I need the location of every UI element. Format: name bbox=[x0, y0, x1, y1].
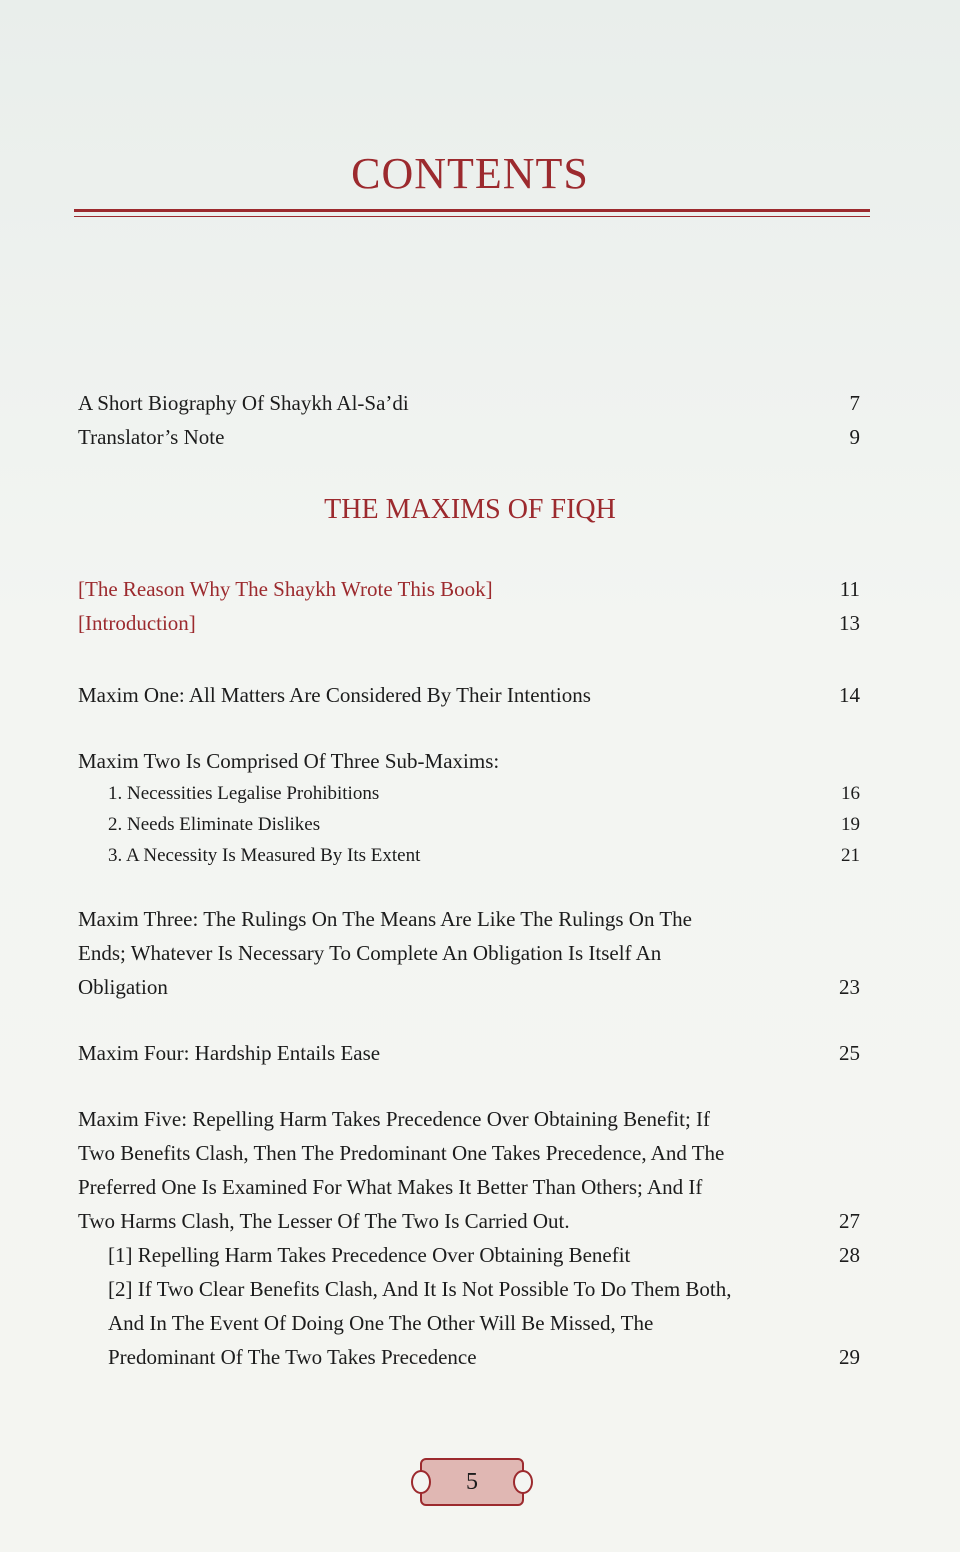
toc-entry-page: 28 bbox=[839, 1243, 860, 1267]
page-number-badge bbox=[420, 1458, 524, 1506]
heading-rule-thin bbox=[74, 216, 870, 217]
toc-entry[interactable] bbox=[78, 744, 860, 778]
toc-subentry[interactable] bbox=[108, 1272, 860, 1374]
toc-entry-line: Predominant Of The Two Takes Precedence bbox=[108, 1345, 477, 1369]
toc-entry[interactable] bbox=[78, 678, 860, 712]
toc-entry-page: 13 bbox=[839, 611, 860, 635]
toc-entry-line: Preferred One Is Examined For What Makes It Better Than Others; And If bbox=[78, 1175, 703, 1199]
toc-entry[interactable] bbox=[78, 420, 860, 454]
toc-entry-label: Maxim Four: Hardship Entails Ease bbox=[78, 1041, 381, 1065]
toc-entry-label: A Short Biography Of Shaykh Al-Sa’di bbox=[78, 391, 409, 415]
toc-entry-page: 16 bbox=[841, 783, 860, 804]
toc-entry-page: 11 bbox=[839, 577, 860, 601]
toc-entry[interactable] bbox=[78, 1036, 860, 1070]
toc-entry-label: 2. Needs Eliminate Dislikes bbox=[108, 814, 321, 835]
toc-entry-label: [Introduction] bbox=[78, 611, 196, 635]
toc-entry-label: [1] Repelling Harm Takes Precedence Over Obtaining Benefit bbox=[108, 1243, 631, 1267]
toc-subentry[interactable] bbox=[108, 809, 860, 840]
heading-rule bbox=[74, 209, 870, 212]
toc-subentry[interactable] bbox=[108, 840, 860, 871]
toc-entry-line: [2] If Two Clear Benefits Clash, And It Is Not Possible To Do Them Both, bbox=[108, 1277, 732, 1301]
toc-entry-page: 23 bbox=[839, 975, 860, 999]
toc-entry-label: [The Reason Why The Shaykh Wrote This Book] bbox=[78, 577, 493, 601]
toc-entry-label: 3. A Necessity Is Measured By Its Extent bbox=[108, 845, 421, 866]
contents-heading: CONTENTS bbox=[351, 149, 589, 198]
toc-entry-label: 1. Necessities Legalise Prohibitions bbox=[108, 783, 380, 804]
toc-entry-page: 21 bbox=[841, 845, 860, 866]
toc-entry-line: Two Harms Clash, The Lesser Of The Two Is Carried Out. bbox=[78, 1209, 570, 1233]
toc-entry[interactable] bbox=[78, 902, 860, 1004]
toc-entry[interactable] bbox=[78, 386, 860, 420]
toc-entry-line: Maxim Three: The Rulings On The Means Are Like The Rulings On The bbox=[78, 907, 692, 931]
toc-entry[interactable] bbox=[78, 1102, 860, 1238]
toc-entry-page: 9 bbox=[849, 425, 860, 449]
toc-entry-page: 29 bbox=[839, 1345, 860, 1369]
toc-entry-page: 25 bbox=[839, 1041, 860, 1065]
toc-entry-line: Ends; Whatever Is Necessary To Complete An Obligation Is Itself An bbox=[78, 941, 662, 965]
section-title: THE MAXIMS OF FIQH bbox=[324, 494, 616, 525]
toc-entry-line: And In The Event Of Doing One The Other Will Be Missed, The bbox=[108, 1311, 654, 1335]
toc-entry-label: Maxim Two Is Comprised Of Three Sub-Maxims: bbox=[78, 749, 500, 773]
toc-entry-line: Maxim Five: Repelling Harm Takes Precedence Over Obtaining Benefit; If bbox=[78, 1107, 711, 1131]
toc-entry[interactable] bbox=[78, 572, 860, 606]
toc-entry-page: 7 bbox=[849, 391, 860, 415]
toc-subentry[interactable] bbox=[108, 778, 860, 809]
toc-subentry[interactable] bbox=[108, 1238, 860, 1272]
toc-entry-page: 14 bbox=[839, 683, 860, 707]
toc-entry-page: 19 bbox=[841, 814, 860, 835]
page-number: 5 bbox=[466, 1468, 478, 1495]
toc-entry-label: Maxim One: All Matters Are Considered By Their Intentions bbox=[78, 683, 591, 707]
toc-entry-page: 27 bbox=[839, 1209, 860, 1233]
toc-entry[interactable] bbox=[78, 606, 860, 640]
toc-entry-line: Obligation bbox=[78, 975, 168, 999]
toc-entry-label: Translator’s Note bbox=[78, 425, 225, 449]
toc-entry-line: Two Benefits Clash, Then The Predominant One Takes Precedence, And The bbox=[78, 1141, 725, 1165]
